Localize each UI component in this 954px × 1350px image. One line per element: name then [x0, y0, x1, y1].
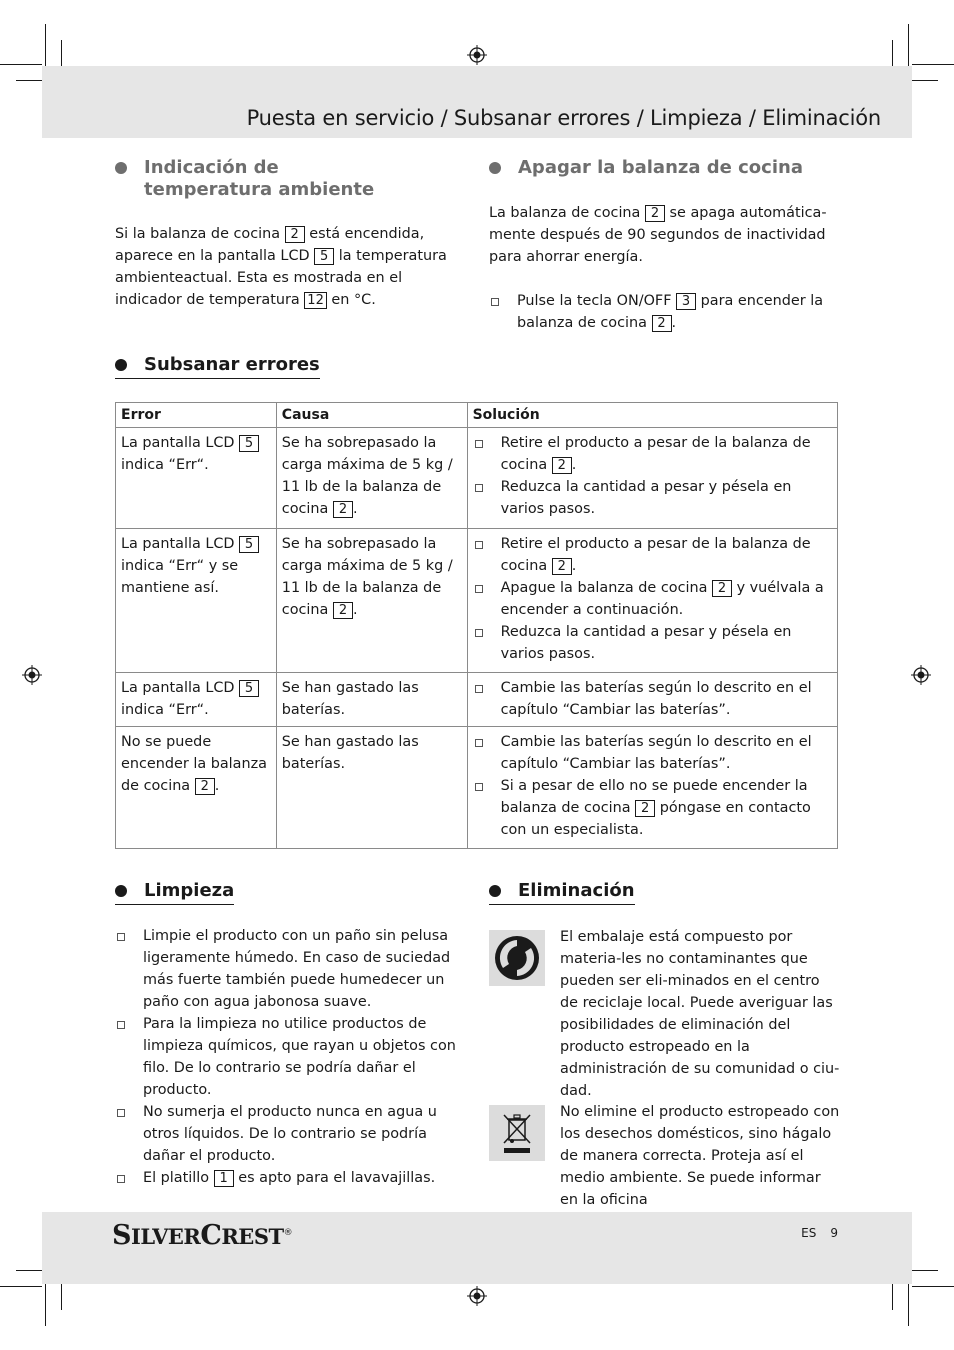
section-heading: Subsanar errores — [115, 354, 320, 379]
page-title: Puesta en servicio / Subsanar errores / Limpieza / Eliminación — [246, 106, 881, 130]
list-item: Cambie las baterías según lo descrito en el capítulo “Cambiar las baterías”. — [473, 677, 832, 721]
bullet-icon — [115, 162, 127, 174]
solution-cell — [467, 428, 837, 529]
page-info — [801, 1226, 838, 1240]
registration-mark-icon — [467, 45, 487, 65]
crop-mark — [892, 40, 893, 66]
list-item: Retire el producto a pesar de la balanza de cocina 2 . — [473, 533, 832, 577]
section-temperature — [115, 157, 467, 311]
crop-mark — [61, 1284, 62, 1310]
registration-mark-icon — [467, 1286, 487, 1306]
list-item: Pulse la tecla ON/OFF 3 para encender la balanza de cocina 2 . — [489, 290, 839, 334]
checkbox-bullet-icon — [117, 933, 125, 941]
cause-cell: Se han gastado las baterías. — [276, 727, 467, 849]
checkbox-bullet-icon — [475, 541, 483, 549]
crop-mark — [912, 1286, 954, 1287]
checkbox-bullet-icon — [475, 685, 483, 693]
crop-mark — [45, 24, 46, 66]
page-number: 9 — [830, 1226, 838, 1240]
crop-mark — [912, 64, 954, 65]
error-cell: No se puede encender la balanza de cocina 2 . — [116, 727, 277, 849]
list-item: Para la limpieza no utilice productos de limpieza químicos, que rayan u objetos con filo. De lo contrario se podría dañar el producto. — [115, 1013, 467, 1101]
section-heading: Indicación de temperatura ambiente — [115, 157, 467, 201]
checkbox-bullet-icon — [475, 585, 483, 593]
solution-cell — [467, 727, 837, 849]
list-item: Apague la balanza de cocina 2 y vuélvala a encender a continuación. — [473, 577, 832, 621]
checkbox-bullet-icon — [475, 440, 483, 448]
checkbox-bullet-icon — [117, 1109, 125, 1117]
list-item: Reduzca la cantidad a pesar y pésela en varios pasos. — [473, 621, 832, 665]
list-item: Reduzca la cantidad a pesar y pésela en varios pasos. — [473, 476, 832, 520]
error-cell: La pantalla LCD 5 indica “Err“ y se mantiene así. — [116, 529, 277, 673]
table-row — [116, 529, 838, 673]
weee-crossed-bin-icon — [489, 1105, 545, 1161]
checkbox-bullet-icon — [117, 1021, 125, 1029]
column-header: Solución — [467, 403, 837, 428]
paragraph: La balanza de cocina 2 se apaga automática-mente después de 90 segundos de inactividad para ahorrar energía. — [489, 205, 827, 265]
checkbox-bullet-icon — [117, 1175, 125, 1183]
crop-mark — [912, 1270, 938, 1271]
troubleshooting-table — [115, 402, 838, 849]
paragraph: Si la balanza de cocina 2 está encendida, aparece en la pantalla LCD 5 la temperatura ambienteactual. Esta es mostrada en el indicador de temperatura 12 en °C. — [115, 226, 447, 308]
paragraph: No elimine el producto estropeado con los desechos domésticos, sino hágalo de manera correcta. Proteja así el medio ambiente. Se puede informar en la oficina — [560, 1104, 840, 1208]
section-disposal — [489, 880, 841, 905]
section-heading: Apagar la balanza de cocina — [489, 157, 839, 179]
cause-cell: Se han gastado las baterías. — [276, 673, 467, 727]
list-item: El platillo 1 es apto para el lavavajillas. — [115, 1167, 467, 1189]
green-dot-recycling-icon — [489, 930, 545, 986]
section-troubleshooting — [115, 354, 320, 379]
crop-mark — [45, 1284, 46, 1326]
error-cell: La pantalla LCD 5 indica “Err“. — [116, 673, 277, 727]
crop-mark — [0, 64, 42, 65]
bullet-icon — [115, 885, 127, 897]
crop-mark — [908, 1284, 909, 1326]
column-header: Causa — [276, 403, 467, 428]
table-header-row — [116, 403, 838, 428]
crop-mark — [16, 80, 42, 81]
crop-mark — [0, 1286, 42, 1287]
crop-mark — [61, 40, 62, 66]
crop-mark — [16, 1270, 42, 1271]
bullet-icon — [115, 359, 127, 371]
cause-cell: Se ha sobrepasado la carga máxima de 5 kg / 11 lb de la balanza de cocina 2 . — [276, 529, 467, 673]
registration-mark-icon — [22, 665, 42, 685]
silvercrest-logo: SILVERCREST® — [112, 1220, 293, 1251]
table-row — [116, 727, 838, 849]
checkbox-bullet-icon — [475, 629, 483, 637]
table-row — [116, 428, 838, 529]
solution-cell — [467, 529, 837, 673]
checkbox-bullet-icon — [475, 484, 483, 492]
error-cell: La pantalla LCD 5 indica “Err“. — [116, 428, 277, 529]
section-heading: Eliminación — [489, 880, 635, 905]
list-item: Si a pesar de ello no se puede encender la balanza de cocina 2 póngase en contacto con un especialista. — [473, 775, 832, 841]
section-switch-off — [489, 157, 839, 334]
paragraph: El embalaje está compuesto por materia-les no contaminantes que pueden ser eli-minados en el centro de reciclaje local. Puede averiguar las posibilidades de eliminación del producto estropeado en la administración de su comunidad o ciu-dad. — [560, 929, 840, 1099]
list-item: Cambie las baterías según lo descrito en el capítulo “Cambiar las baterías”. — [473, 731, 832, 775]
bullet-icon — [489, 162, 501, 174]
table-row — [116, 673, 838, 727]
solution-cell — [467, 673, 837, 727]
section-cleaning — [115, 880, 467, 1189]
cause-cell: Se ha sobrepasado la carga máxima de 5 kg / 11 lb de la balanza de cocina 2 . — [276, 428, 467, 529]
list-item: Retire el producto a pesar de la balanza de cocina 2 . — [473, 432, 832, 476]
list-item: Limpie el producto con un paño sin pelusa ligeramente húmedo. En caso de suciedad más fuerte también puede humedecer un paño con agua jabonosa suave. — [115, 925, 467, 1013]
checkbox-bullet-icon — [475, 739, 483, 747]
section-heading: Limpieza — [115, 880, 234, 905]
checkbox-bullet-icon — [491, 298, 499, 306]
bullet-icon — [489, 885, 501, 897]
crop-mark — [892, 1284, 893, 1310]
column-header: Error — [116, 403, 277, 428]
crop-mark — [908, 24, 909, 66]
list-item: No sumerja el producto nunca en agua u otros líquidos. De lo contrario se podría dañar el producto. — [115, 1101, 467, 1167]
checkbox-bullet-icon — [475, 783, 483, 791]
registration-mark-icon — [911, 665, 931, 685]
language-code: ES — [801, 1226, 817, 1240]
crop-mark — [912, 80, 938, 81]
